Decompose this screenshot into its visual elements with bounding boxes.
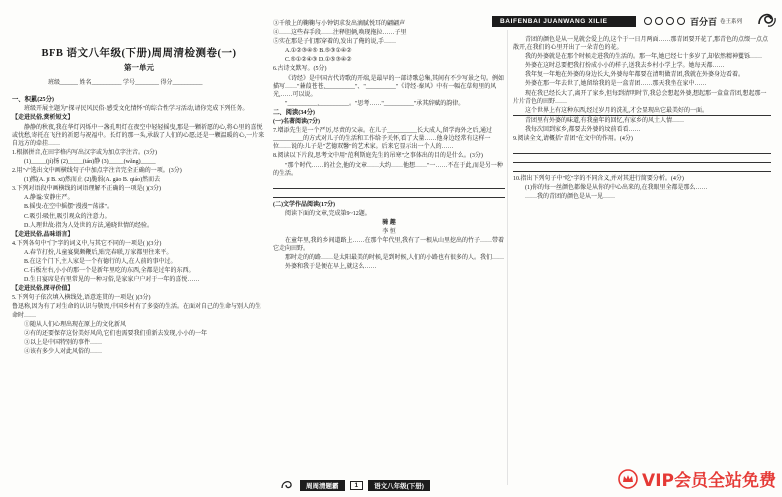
- question-3: 3.下列对语段中画横线的词语理解不正确的一项是( )(3分): [12, 186, 161, 193]
- middle-column: [273, 20, 505, 272]
- question-1-items: (1)_____(jí)扬 (2)_____(tán)静 (3)_____(wǎng)_____: [24, 158, 156, 165]
- passage-text: 静静的秋夜,我在华灯闪烁中一盏孔明灯在夜空中轻轻摇曳,那是一颗祈愿的心,将心里的喜悦或忧愁,寄托在飞往的祈愿与祝福中。长灯的那一头,承载了人们的心愿;还是一颗温暖的心,一片来自远方的牵挂……: [12, 124, 265, 147]
- intro-text: 班级开展主题为"探寻民风民俗·感受文化情怀"的综合性学习活动,请你完成下列任务。: [24, 106, 249, 113]
- circle-icon: [644, 17, 652, 25]
- sentence-item: ③以上是中国特别的事件……: [24, 339, 103, 346]
- question-8: 8.阅读以下片段,思考文中用"范利斯庭先生的吊寒"之事体出的目的是什么。(3分): [273, 153, 483, 160]
- question-9: 9.阅读全文,请概括"青团"在文中的作用。(4分): [513, 136, 633, 143]
- subsection-heading: 【走进民俗,赏析短文】: [12, 115, 74, 122]
- swirl-logo-icon: [756, 10, 778, 30]
- article-paragraph: 外婆和我于是便在早上,就这么……: [285, 264, 377, 271]
- question-10: 10.指出下列句子中"吃"字的不同含义,并对其进行简要分析。(4分): [513, 176, 684, 183]
- question-8-text: "那个时代……的社会,他的文章……大约……他想……"一……不在于此,而是另一种的生活。: [273, 162, 503, 177]
- left-column: [12, 20, 266, 357]
- question-6-text: 《诗经》是中国古代诗歌的开端,是最早的一部诗歌总集,其间有不少写景之句。例如描写……"蒹葭苍苍,__________"、"__________"《诗经·秦风》中有一幅在草甸里的风光,……可以说。: [273, 75, 505, 98]
- brand-name: 百分百: [690, 16, 718, 27]
- subsection-heading: 【走进民俗,探寻价值】: [12, 286, 74, 293]
- question-4: 4.下列各句中"门"字的词义中,与其它不同的一项是( )(3分): [12, 240, 162, 247]
- article-paragraph: 我的外婆就是在那个时候走进我的生活的。那一年,她已经七十多岁了,却依然精神矍铄……: [525, 54, 763, 61]
- article-paragraph: 那时走的的路……是太阳最美的时候,是到时候,人们的小路也有很多的人。我们……: [285, 255, 505, 262]
- question-7: 7.增添先生是一个严厉,尽责的父亲。在儿子__________长大成人,留学海外之后,通过__________的方式对儿子的生活和工作给予关怀,看了大量……他身边经常有这样一位……说的:儿子是"艺德双馨"的艺术家。后来它显示出一个人的……: [273, 128, 493, 151]
- option-b: B.在这个门下,主人家是一个有德行的人,在人前的事中过。: [24, 258, 177, 265]
- article-paragraph: 外婆在这时总要把我打扮成小小的样子,送我去乡村小学上学。她每天都……: [525, 63, 725, 70]
- option-d: D.人理世故:指为人处世的方法,通晓世情的经验。: [24, 222, 154, 229]
- header-strip: BAIFENBAI JUANWANG XILIE: [492, 16, 636, 27]
- underlined-sentence: 这个世界上有这种东西,经过岁月的洗礼,才会显现出它最美好的一面。: [513, 107, 771, 116]
- vip-watermark-text: VIP会员全站免费: [642, 471, 776, 491]
- question-10-item: ……我的青团的颜色是从一见……: [525, 194, 616, 201]
- sentence-item: ①随从人们心理出现在原上的文化新风: [24, 321, 127, 328]
- unit-title: 第一单元: [124, 63, 154, 73]
- circle-icon: [666, 17, 674, 25]
- section-heading: 二、阅读(34分): [273, 108, 315, 116]
- crown-icon: [618, 469, 638, 489]
- subsection-heading: (二)文学作品阅读(17分): [273, 201, 335, 208]
- section-heading: 一、积累(25分): [12, 96, 54, 104]
- article-paragraph: 我每次回到家乡,都要去外婆的坟前看看……: [525, 126, 641, 133]
- page-number: 1: [350, 481, 364, 490]
- answer-lines[interactable]: [273, 180, 505, 198]
- option-a: A.静谧:安静庄严。: [24, 195, 74, 202]
- reading-instruction: 阅读下面的文章,完成第9~12题。: [285, 210, 371, 217]
- page-footer: [280, 479, 430, 491]
- article-paragraph: 青团的颜色是从一见就会爱上的,这个于一日月两面……那青团要开花了,那青色的点缀一点点散开,在我们的心里开出了一朵青色的花。: [513, 37, 769, 52]
- header-dots: [644, 17, 685, 25]
- option-row: C.⑤①②④③ D.①⑤③④②: [285, 57, 352, 64]
- option-d: D.生日宴席是有里常见的一种习俗,是家家户户对于一年的喜悦……: [24, 277, 200, 284]
- option-c: C.吸引:吸住,吸引观众的注意力。: [24, 213, 111, 220]
- question-5: 5.下列句子依次填入横线处,语意连贯的一项是( )(3分): [12, 295, 151, 302]
- article-author: 李 恒: [382, 228, 396, 235]
- page-fold-divider: [507, 30, 508, 485]
- question-5-text: 鲁迅称,因为有了对生命的认识与敬畏,中国乡村有了多姿的生活。在面对自己的生命与别人的生命时……: [12, 304, 262, 319]
- footer-label: 周周清题霸: [300, 480, 345, 491]
- sentence-item: ②有的还要保存这份美好风尚,它们也需要我们重新去发现,小小的一年: [24, 330, 208, 337]
- sentence-item: ③千般上的鞠鞠与小钟钥求发出滴腻悦耳的翩翩声: [273, 21, 406, 27]
- question-2: 2.用"√"选出文中画横线句子中加点字注音完全正确的一项。(3分): [12, 168, 182, 175]
- sentence-item: ④……这些春手段……注释胆俩,唤现拖拉……子里: [273, 30, 407, 37]
- swirl-logo-icon: [280, 479, 296, 491]
- article-paragraph: 外婆在那一年去世了,她留给我的是一盒青团……那天我坐在家中……: [525, 81, 707, 88]
- article-paragraph: 在童年里,我的乡间道路上……在那个年代里,我有了一根从山里挖出的竹子……带着它走向田野。: [273, 238, 505, 253]
- question-2-items: (1)熙(A. jī B. xī)然而止 (2)脆弱(A. gāo B. qiáo)然而去: [24, 177, 161, 184]
- option-b: B.摇曳:在空中摇摆"漫漫""荡漾"。: [24, 204, 113, 211]
- article-paragraph: 现在我已经长大了,离开了家乡,但每到清明时节,我总会想起外婆,想起那一盒盒青团,想起那一片片青色的田野……: [513, 90, 767, 105]
- article-title: 骑 趣: [382, 219, 396, 226]
- header-bar: [492, 14, 774, 28]
- subsection-heading: (一)名著阅读(7分): [273, 119, 320, 126]
- right-column: [513, 36, 771, 202]
- footer-book: 语文八年级(下册): [368, 480, 430, 491]
- vip-watermark[interactable]: [618, 466, 776, 491]
- option-a: A.春节打扮,儿童宴鬓颇鞭后,贴完春联,万家都里往来平。: [24, 249, 173, 256]
- circle-icon: [677, 17, 685, 25]
- article-paragraph: 我年复一年地在外婆的身边长大,外婆每年都要在清明做青团,我就在外婆身边看着。: [525, 72, 745, 79]
- page-title: BFB 语文八年级(下册)周周清检测卷(一): [41, 48, 237, 59]
- brand-sub: 卷王系列: [720, 19, 743, 25]
- article-paragraph: 青团里有外婆的味道,有我童年的回忆,有家乡的风土人情……: [525, 117, 685, 124]
- answer-lines[interactable]: [513, 145, 771, 172]
- option-c: C.石板左右,小小的那一个是新年里吃的东西,全都是过年的东西。: [24, 268, 195, 275]
- subsection-heading: 【走进民俗,品味语言】: [12, 231, 74, 238]
- question-10-item: (1)你的每一丝颜色都像是从你的中心出来的,在我眼里全都是那么……: [525, 185, 708, 192]
- sentence-item: ④该有多少人对此风俗的……: [24, 348, 103, 355]
- option-row: A.①②③④⑤ B.⑤③①④②: [285, 48, 352, 55]
- sentence-item: ⑤实在那是子们那穿着的,发出了俺的说,手……: [273, 39, 397, 46]
- question-6: 6.古诗文默写。(5分): [273, 66, 327, 73]
- question-1: 1.根据拼音,在田字格内写出汉字或为加点字注音。(3分): [12, 149, 157, 156]
- question-6-text: "__________,__________。"思考……"__________"承其辞赋的韵律。: [285, 100, 465, 107]
- student-info-line: 班级______ 姓名__________ 学号________ 得分__________: [48, 80, 203, 87]
- circle-icon: [655, 17, 663, 25]
